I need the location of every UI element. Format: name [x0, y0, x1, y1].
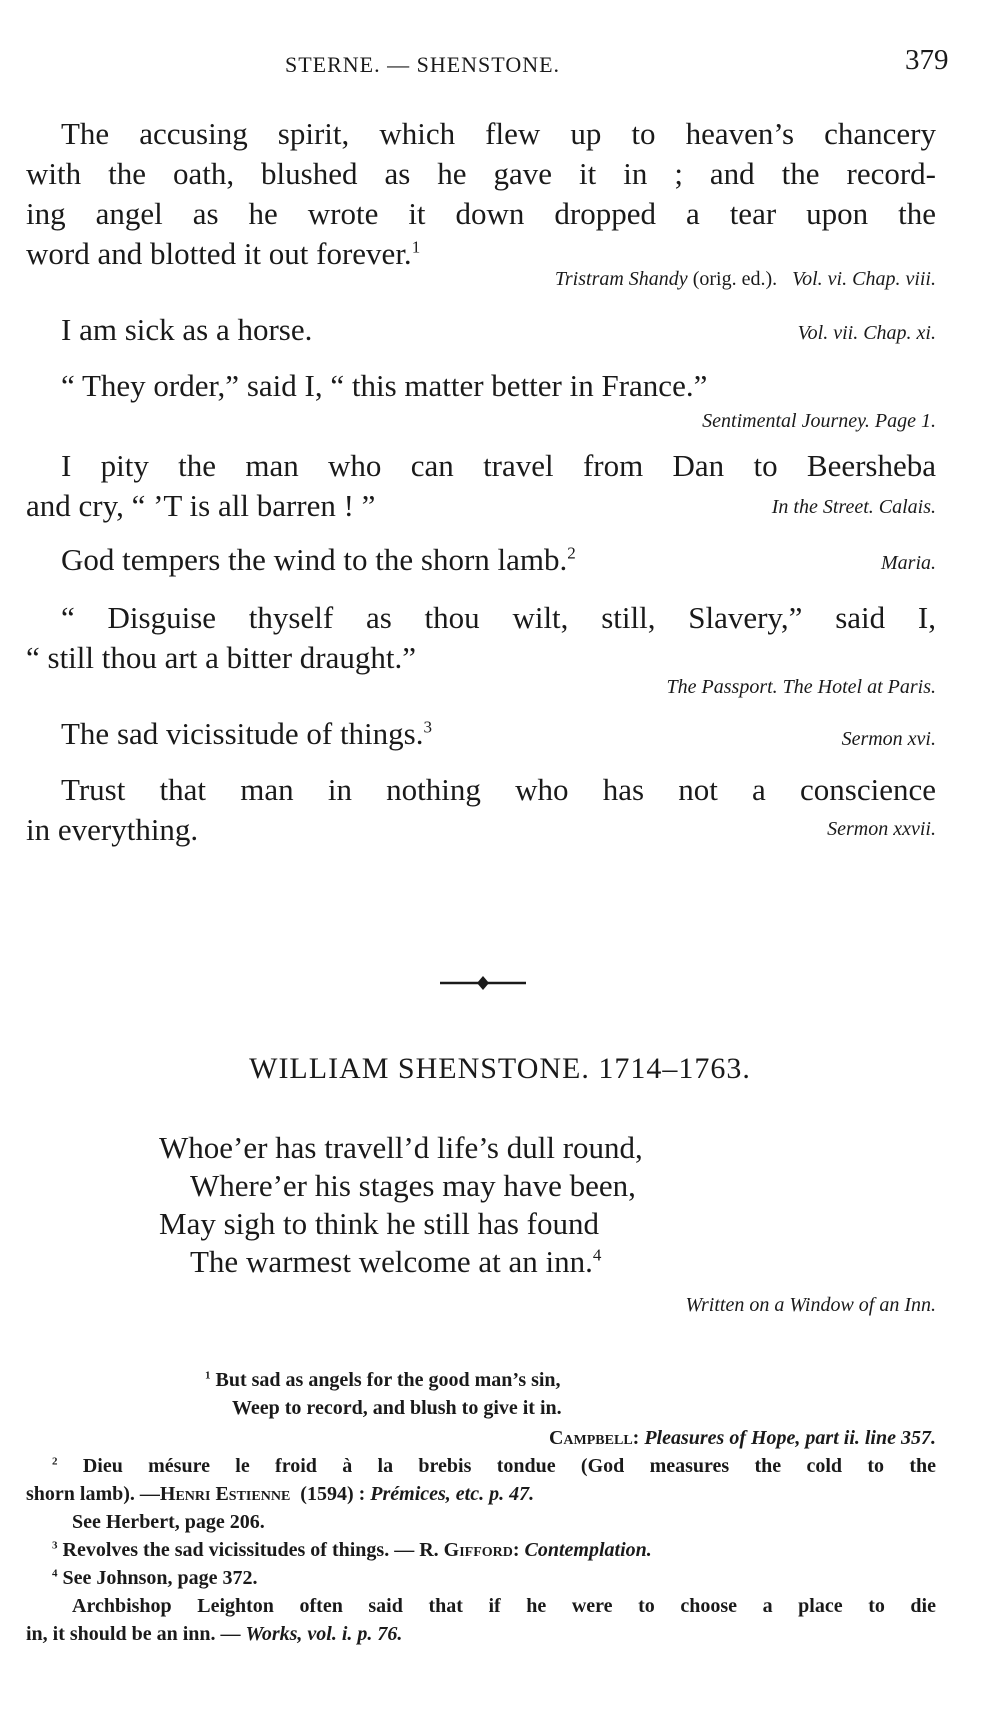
- quote-source: Sermon xvi.: [841, 728, 936, 750]
- quote-line: ing angel as he wrote it down dropped a tear upon the: [26, 196, 936, 231]
- footnote-4-line: $^4$ See Johnson, page 372.: [52, 1567, 258, 1589]
- footnote-2-line: shorn lamb). —Henri Estienne (1594) : Prémices, etc. p. 47.: [26, 1483, 535, 1505]
- footnote-4-line: Archbishop Leighton often said that if he were to choose a place to die: [72, 1595, 936, 1617]
- author-heading: WILLIAM SHENSTONE. 1714–1763.: [249, 1052, 751, 1085]
- quote-line: with the oath, blushed as he gave it in ; and the record-: [26, 156, 936, 191]
- quote-sick-horse: I am sick as a horse.: [61, 312, 313, 347]
- quote-line: word and blotted it out forever.$^1$: [26, 236, 421, 271]
- footnote-1-attribution: Campbell: Pleasures of Hope, part ii. line 357.: [548, 1427, 936, 1449]
- running-head: STERNE. — SHENSTONE.: [285, 52, 561, 77]
- quote-accusing-spirit: [26, 114, 936, 274]
- quote-source: Maria.: [881, 552, 936, 574]
- footnote-mark: 4: [592, 1245, 602, 1265]
- footnote-1-line: Weep to record, and blush to give it in.: [232, 1397, 562, 1419]
- quote-source: Written on a Window of an Inn.: [685, 1294, 936, 1316]
- quote-shorn-lamb: God tempers the wind to the shorn lamb.$^2$: [61, 542, 576, 577]
- quote-source: Tristram Shandy (orig. ed.). Vol. vi. Chap. viii.: [554, 268, 936, 290]
- verse-line: The warmest welcome at an inn.$^4$: [190, 1244, 602, 1279]
- footnote-2-line: See Herbert, page 206.: [72, 1511, 265, 1533]
- section-divider-ornament: [440, 976, 526, 990]
- quote-source: Vol. vii. Chap. xi.: [797, 322, 936, 344]
- page-number: 379: [905, 44, 949, 76]
- quote-source: The Passport. The Hotel at Paris.: [666, 676, 936, 698]
- footnote-2-line: $^2$ Dieu mésure le froid à la brebis tondue (God measures the cold to the: [52, 1455, 937, 1477]
- footnote-3-line: $^3$ Revolves the sad vicissitudes of things. — R. Gifford: Contemplation.: [52, 1539, 652, 1561]
- footnote-mark: 1: [411, 237, 421, 257]
- quote-source: In the Street. Calais.: [771, 496, 936, 518]
- quote-conscience: Trust that man in nothing who has not a conscience in everything.: [26, 772, 936, 847]
- verse-line: Whoe’er has travell’d life’s dull round,: [159, 1130, 643, 1165]
- quote-source: Sermon xxvii.: [827, 818, 936, 840]
- quote-vicissitude: The sad vicissitude of things.$^3$: [61, 716, 432, 751]
- quote-order-france: “ They order,” said I, “ this matter better in France.”: [61, 368, 708, 403]
- verse-line: May sigh to think he still has found: [159, 1206, 600, 1241]
- footnote-mark: 2: [567, 543, 576, 563]
- quote-line: The accusing spirit, which flew up to heaven’s chancery: [61, 116, 936, 151]
- quote-slavery: “ Disguise thyself as thou wilt, still, Slavery,” said I, “ still thou art a bitter draught.”: [26, 600, 936, 675]
- quote-source: Sentimental Journey. Page 1.: [702, 410, 936, 432]
- footnote-4-line: in, it should be an inn. — Works, vol. i. p. 76.: [26, 1623, 403, 1645]
- page-header: [0, 44, 1000, 84]
- footnote-1-line: $^1$ But sad as angels for the good man’s sin,: [205, 1369, 561, 1391]
- quote-dan-beersheba: I pity the man who can travel from Dan to Beersheba and cry, “ ’T is all barren ! ”: [26, 448, 936, 523]
- footnote-mark: 3: [423, 717, 432, 737]
- verse-line: Where’er his stages may have been,: [190, 1168, 636, 1203]
